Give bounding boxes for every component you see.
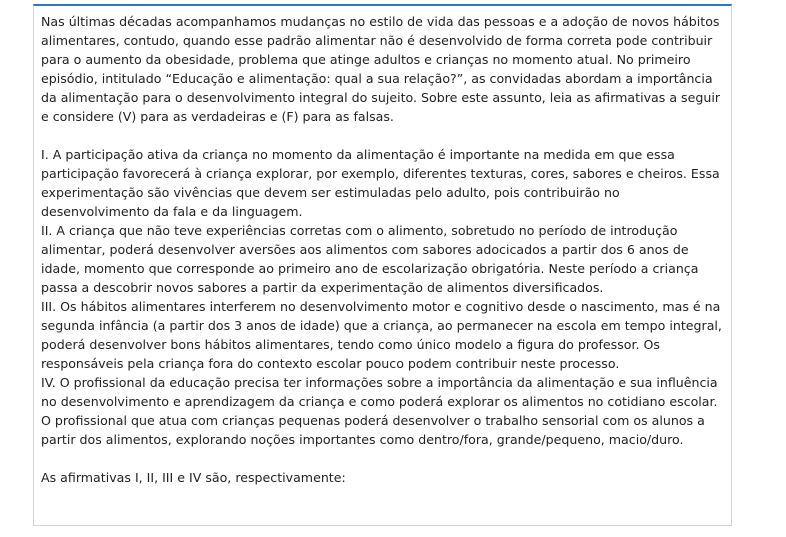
question-panel [33,4,732,526]
statement-2: II. A criança que não teve experiências corretas com o alimento, sobretudo no período de introdução alimentar, poderá desenvolver aversões aos alimentos com sabores adocicados a partir dos 6 anos de idade, momento que corresponde ao primeiro ano de escolarização obrigatória. Neste período a criança passa a descobrir novos sabores a partir da experimentação de alimentos diversificados. [41,223,699,295]
paragraph-spacer [41,449,723,468]
statement-4: IV. O profissional da educação precisa ter informações sobre a importância da alimentação e sua influência no desenvolvimento e aprendizagem da criança e como poderá explorar os alimentos no cotidiano escolar. O profissional que atua com crianças pequenas poderá desenvolver o trabalho sensorial com os alunos a partir dos alimentos, explorando noções importantes como dentro/fora, grande/pequeno, macio/duro. [41,375,718,447]
paragraph-spacer [41,126,723,145]
question-prompt: As afirmativas I, II, III e IV são, respectivamente: [41,470,346,485]
statement-1: I. A participação ativa da criança no momento da alimentação é importante na medida em que essa participação favorecerá à criança explorar, por exemplo, diferentes texturas, cores, sabores e cheiros. Essa experimentação são vivências que devem ser estimuladas pelo adulto, pois contribuirão no desenvolvimento da fala e da linguagem. [41,147,720,219]
question-intro: Nas últimas décadas acompanhamos mudanças no estilo de vida das pessoas e a adoção de novos hábitos alimentares, contudo, quando esse padrão alimentar não é desenvolvido de forma correta pode contribuir para o aumento da obesidade, problema que atinge adultos e crianças no momento atual. No primeiro episódio, intitulado “Educação e alimentação: qual a sua relação?”, as convidadas abordam a importância da alimentação para o desenvolvimento integral do sujeito. Sobre este assunto, leia as afirmativas a seguir e considere (V) para as verdadeiras e (F) para as falsas. [41,14,721,124]
statement-3: III. Os hábitos alimentares interferem no desenvolvimento motor e cognitivo desde o nascimento, mas é na segunda infância (a partir dos 3 anos de idade) que a criança, ao permanecer na escola em tempo integral, poderá desenvolver bons hábitos alimentares, tendo como único modelo a figura do professor. Os responsáveis pela criança fora do contexto escolar pouco podem contribuir neste processo. [41,299,722,371]
